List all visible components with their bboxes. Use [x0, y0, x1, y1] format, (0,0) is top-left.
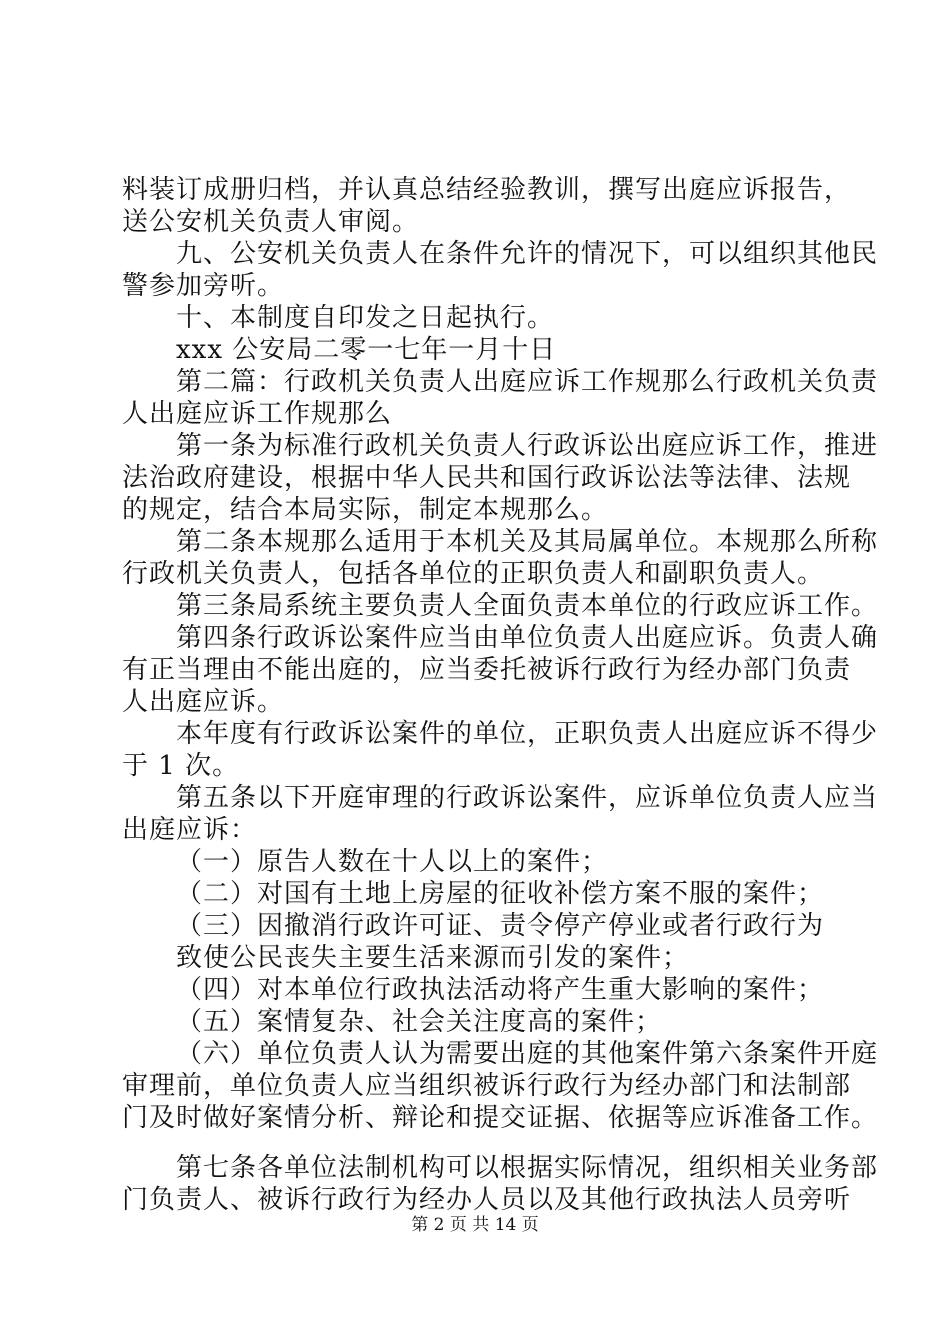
- text-line: 第五条以下开庭审理的行政诉讼案件，应诉单位负责人应当: [176, 783, 879, 813]
- list-item: （一）原告人数在十人以上的案件；: [176, 847, 609, 877]
- text-line: 门及时做好案情分析、辩论和提交证据、依据等应诉准备工作。: [122, 1103, 879, 1133]
- list-item: 致使公民丧失主要生活来源而引发的案件；: [176, 943, 690, 973]
- signature-date-line: xxx 公安局二零一七年一月十日: [176, 335, 557, 365]
- text-line: 第七条各单位法制机构可以根据实际情况，组织相关业务部: [176, 1153, 879, 1183]
- section-heading: 第二篇：行政机关负责人出庭应诉工作规那么行政机关负责: [176, 367, 879, 397]
- text-line: 的规定，结合本局实际，制定本规那么。: [122, 495, 609, 525]
- text-line: 第四条行政诉讼案件应当由单位负责人出庭应诉。负责人确: [176, 623, 879, 653]
- text-line: 第二条本规那么适用于本机关及其局属单位。本规那么所称: [176, 527, 879, 557]
- text-line: 送公安机关负责人审阅。: [122, 207, 420, 237]
- text-line: 审理前，单位负责人应当组织被诉行政行为经办部门和法制部: [122, 1071, 852, 1101]
- text-line: 十、本制度自印发之日起执行。: [176, 303, 555, 333]
- page-number-footer: 第 2 页 共 14 页: [411, 1215, 539, 1235]
- text-line: 第一条为标准行政机关负责人行政诉讼出庭应诉工作，推进: [176, 431, 879, 461]
- text-line: 本年度有行政诉讼案件的单位，正职负责人出庭应诉不得少: [176, 719, 879, 749]
- list-item: （二）对国有土地上房屋的征收补偿方案不服的案件；: [176, 879, 825, 909]
- list-item: （五）案情复杂、社会关注度高的案件；: [176, 1007, 663, 1037]
- text-line: 有正当理由不能出庭的，应当委托被诉行政行为经办部门负责: [122, 655, 852, 685]
- text-line: 人出庭应诉。: [122, 687, 285, 717]
- text-line: 警参加旁听。: [122, 271, 285, 301]
- list-item: （四）对本单位行政执法活动将产生重大影响的案件；: [176, 975, 825, 1005]
- list-item: （六）单位负责人认为需要出庭的其他案件第六条案件开庭: [176, 1039, 879, 1069]
- text-line: 门负责人、被诉行政行为经办人员以及其他行政执法人员旁听: [122, 1185, 852, 1215]
- list-item: （三）因撤消行政许可证、责令停产停业或者行政行为: [176, 911, 825, 941]
- text-line: 料装订成册归档，并认真总结经验教训，撰写出庭应诉报告，: [122, 175, 852, 205]
- section-heading: 人出庭应诉工作规那么: [122, 399, 393, 429]
- text-line: 法治政府建设，根据中华人民共和国行政诉讼法等法律、法规: [122, 463, 852, 493]
- text-line: 第三条局系统主要负责人全面负责本单位的行政应诉工作。: [176, 591, 879, 621]
- text-line: 行政机关负责人，包括各单位的正职负责人和副职负责人。: [122, 559, 825, 589]
- text-line: 九、公安机关负责人在条件允许的情况下，可以组织其他民: [176, 239, 879, 269]
- text-line: 于 1 次。: [122, 751, 240, 781]
- text-line: 出庭应诉：: [122, 815, 258, 845]
